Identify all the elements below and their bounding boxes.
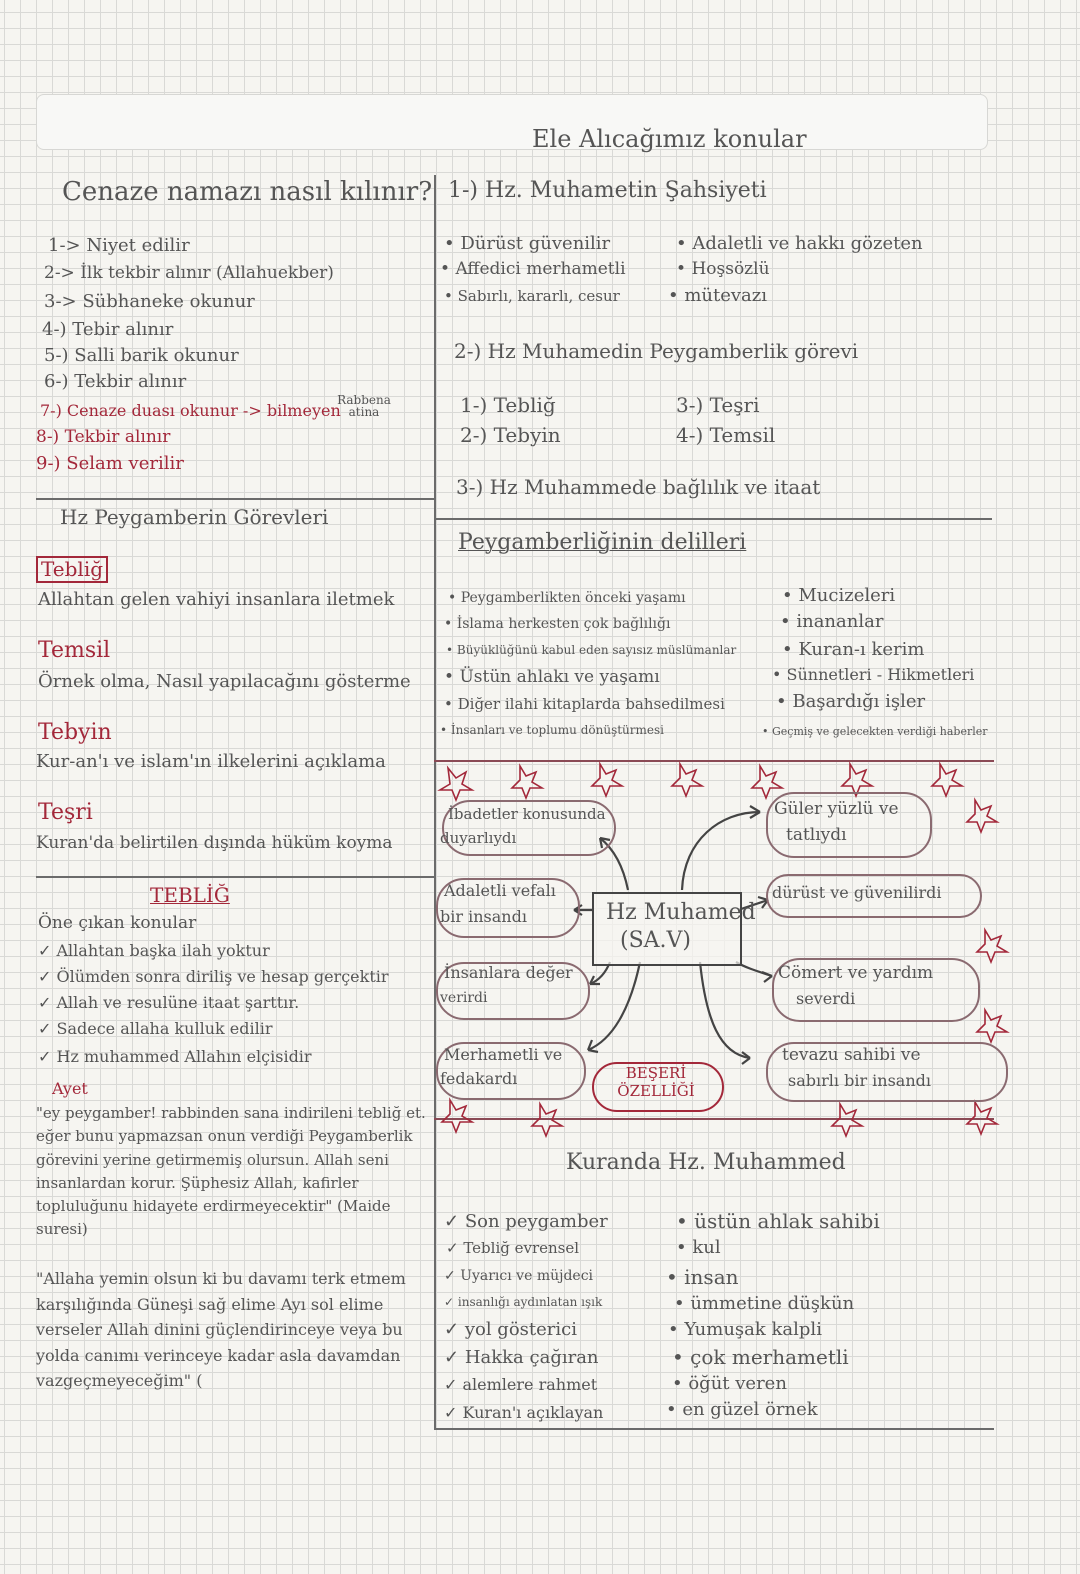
peygamberlik-item: 1-) Tebliğ xyxy=(460,393,556,417)
peygamberlik-item: 3-) Teşri xyxy=(676,393,760,417)
page-title: Ele Alıcağımız konular xyxy=(532,125,807,153)
kuranda-item: ✓ Tebliğ evrensel xyxy=(446,1239,580,1257)
kuranda-item: • en güzel örnek xyxy=(666,1399,818,1420)
kuranda-title: Kuranda Hz. Muhammed xyxy=(566,1150,846,1175)
cenaze-step: 7-) Cenaze duası okunur -> bilmeyen xyxy=(40,401,341,420)
cenaze-title: Cenaze namazı nasıl kılınır? xyxy=(62,177,433,207)
mindmap-left-line2: bir insandı xyxy=(440,907,527,926)
cenaze-step: 5-) Salli barik okunur xyxy=(44,345,239,366)
mindmap-right-line2: sabırlı bir insandı xyxy=(788,1071,932,1090)
gorev-desc: Kuran'da belirtilen dışında hüküm koyma xyxy=(36,833,393,853)
kuranda-item: • kul xyxy=(676,1237,721,1258)
kuranda-item: ✓ insanlığı aydınlatan ışık xyxy=(444,1295,603,1309)
sahsiyet-item: • Hoşsözlü xyxy=(676,259,770,279)
mindmap-right-line1: Güler yüzlü ve xyxy=(774,799,899,819)
kuranda-item: ✓ yol gösterici xyxy=(444,1319,577,1340)
kuranda-item: ✓ alemlere rahmet xyxy=(444,1375,598,1394)
teblig-subtitle: Öne çıkan konular xyxy=(38,913,197,933)
teblig-item: ✓ Sadece allaha kulluk edilir xyxy=(38,1019,273,1038)
kuranda-item: • insan xyxy=(666,1265,739,1289)
mindmap-right-line1: dürüst ve güvenilirdi xyxy=(772,883,942,902)
gorev-desc: Allahtan gelen vahiyi insanlara iletmek xyxy=(38,589,395,610)
kuranda-item: ✓ Uyarıcı ve müjdeci xyxy=(444,1268,594,1284)
delil-item: • Üstün ahlakı ve yaşamı xyxy=(444,667,660,687)
mindmap-right-line1: tevazu sahibi ve xyxy=(782,1045,921,1065)
mindmap-center-line1: Hz Muhamed xyxy=(606,900,756,925)
rabbena-note: Rabbena atina xyxy=(337,393,391,419)
gorev-term: Tebliğ xyxy=(36,556,108,583)
peygamberlik-title: 2-) Hz Muhamedin Peygamberlik görevi xyxy=(454,339,859,363)
delil-item: • İslama herkesten çok bağlılığı xyxy=(444,616,671,632)
mindmap-right-line2: tatlıydı xyxy=(786,825,847,845)
gorevler-title: Hz Peygamberin Görevleri xyxy=(60,505,329,529)
delil-item: • Başardığı işler xyxy=(776,691,926,712)
kuranda-item: ✓ Son peygamber xyxy=(444,1211,608,1232)
sahsiyet-item: • Sabırlı, kararlı, cesur xyxy=(444,287,620,305)
mindmap-right-line2: severdi xyxy=(796,989,856,1008)
delil-item: • İnsanları ve toplumu dönüştürmesi xyxy=(440,723,664,737)
kuranda-item: • ümmetine düşkün xyxy=(674,1293,855,1314)
mindmap-left-line2: verirdi xyxy=(440,990,488,1006)
gorev-desc: Kur-an'ı ve islam'ın ilkelerini açıklama xyxy=(36,751,386,772)
delil-item: • Peygamberlikten önceki yaşamı xyxy=(448,590,686,606)
cenaze-step: 4-) Tebir alınır xyxy=(42,319,174,340)
gorev-desc: Örnek olma, Nasıl yapılacağını gösterme xyxy=(38,671,411,692)
cenaze-step: 8-) Tekbir alınır xyxy=(36,427,171,447)
peygamberlik-item: 4-) Temsil xyxy=(676,423,776,447)
teblig-item: ✓ Ölümden sonra diriliş ve hesap gerçektir xyxy=(38,967,389,986)
teblig-item: ✓ Allahtan başka ilah yoktur xyxy=(38,941,270,960)
delil-item: • Büyüklüğünü kabul eden sayısız müslümanlar xyxy=(446,643,737,657)
gorev-term: Teşri xyxy=(38,800,93,825)
sahsiyet-title: 1-) Hz. Muhametin Şahsiyeti xyxy=(448,178,767,203)
baglilik-title: 3-) Hz Muhammede bağlılık ve itaat xyxy=(456,475,821,499)
delil-item: • Sünnetleri - Hikmetleri xyxy=(772,665,975,684)
ayet-text: "ey peygamber! rabbinden sana indirileni tebliğ et. eğer bunu yapmazsan onun verdiği Peygamberlik görevini yerine getirmemiş olursun. Allah seni insanlardan korur. Şüphesiz Allah, kafirler topluluğunu hidayete erdirmeyecektir" (Maide suresi) xyxy=(36,1104,426,1239)
kuranda-item: ✓ Kuran'ı açıklayan xyxy=(444,1403,604,1422)
kuranda-item: • öğüt veren xyxy=(672,1373,787,1394)
mindmap-left-line1: İnsanlara değer xyxy=(444,963,573,982)
mindmap-left-line2: fedakardı xyxy=(440,1069,518,1088)
mindmap-right-line1: Cömert ve yardım xyxy=(778,963,934,983)
delil-item: • Mucizeleri xyxy=(782,585,896,606)
cenaze-step: 6-) Tekbir alınır xyxy=(44,371,187,392)
teblig-item: ✓ Allah ve resulüne itaat şarttır. xyxy=(38,993,300,1012)
sahsiyet-item: • Affedici merhametli xyxy=(440,259,626,279)
gorev-term: Temsil xyxy=(38,638,111,663)
delil-item: • inananlar xyxy=(780,611,884,632)
mindmap-left-line2: duyarlıydı xyxy=(440,829,517,847)
cenaze-step: 9-) Selam verilir xyxy=(36,453,184,474)
quote-text: "Allaha yemin olsun ki bu davamı terk etmem karşılığında Güneşi sağ elime Ayı sol elime verseler Allah dinini güçlendirinceye veya bu yolda canımı verinceye kadar asla davamdan vazgeçmeyeceğim" ( xyxy=(36,1269,406,1391)
sahsiyet-item: • Adaletli ve hakkı gözeten xyxy=(676,233,923,254)
mindmap-left-line1: Merhametli ve xyxy=(444,1045,563,1064)
delil-item: • Geçmiş ve gelecekten verdiği haberler xyxy=(762,725,988,738)
ayet-label: Ayet xyxy=(52,1079,88,1098)
deliller-title: Peygamberliğinin delilleri xyxy=(458,530,747,555)
mindmap-left-line1: Adaletli vefalı xyxy=(444,881,556,900)
cenaze-step: 2-> İlk tekbir alınır (Allahuekber) xyxy=(44,263,334,283)
sahsiyet-item: • Dürüst güvenilir xyxy=(444,233,611,254)
delil-item: • Kuran-ı kerim xyxy=(782,639,925,660)
kuranda-item: • çok merhametli xyxy=(672,1345,849,1369)
mindmap-left-line1: İbadetler konusunda xyxy=(448,805,606,823)
cenaze-step: 3-> Sübhaneke okunur xyxy=(44,291,255,312)
kuranda-item: ✓ Hakka çağıran xyxy=(444,1347,599,1368)
peygamberlik-item: 2-) Tebyin xyxy=(460,423,561,447)
kuranda-item: • üstün ahlak sahibi xyxy=(676,1209,880,1233)
teblig-item: ✓ Hz muhammed Allahın elçisidir xyxy=(38,1047,312,1066)
mindmap-center-line2: (SA.V) xyxy=(620,928,692,953)
cenaze-step: 1-> Niyet edilir xyxy=(48,235,190,256)
sahsiyet-item: • mütevazı xyxy=(668,285,768,306)
gorev-term: Tebyin xyxy=(38,720,112,745)
besen-label: BEŞERİ ÖZELLİĞİ xyxy=(617,1064,695,1100)
delil-item: • Diğer ilahi kitaplarda bahsedilmesi xyxy=(444,695,725,713)
kuranda-item: • Yumuşak kalpli xyxy=(668,1319,822,1340)
teblig-title: TEBLİĞ xyxy=(150,883,230,907)
